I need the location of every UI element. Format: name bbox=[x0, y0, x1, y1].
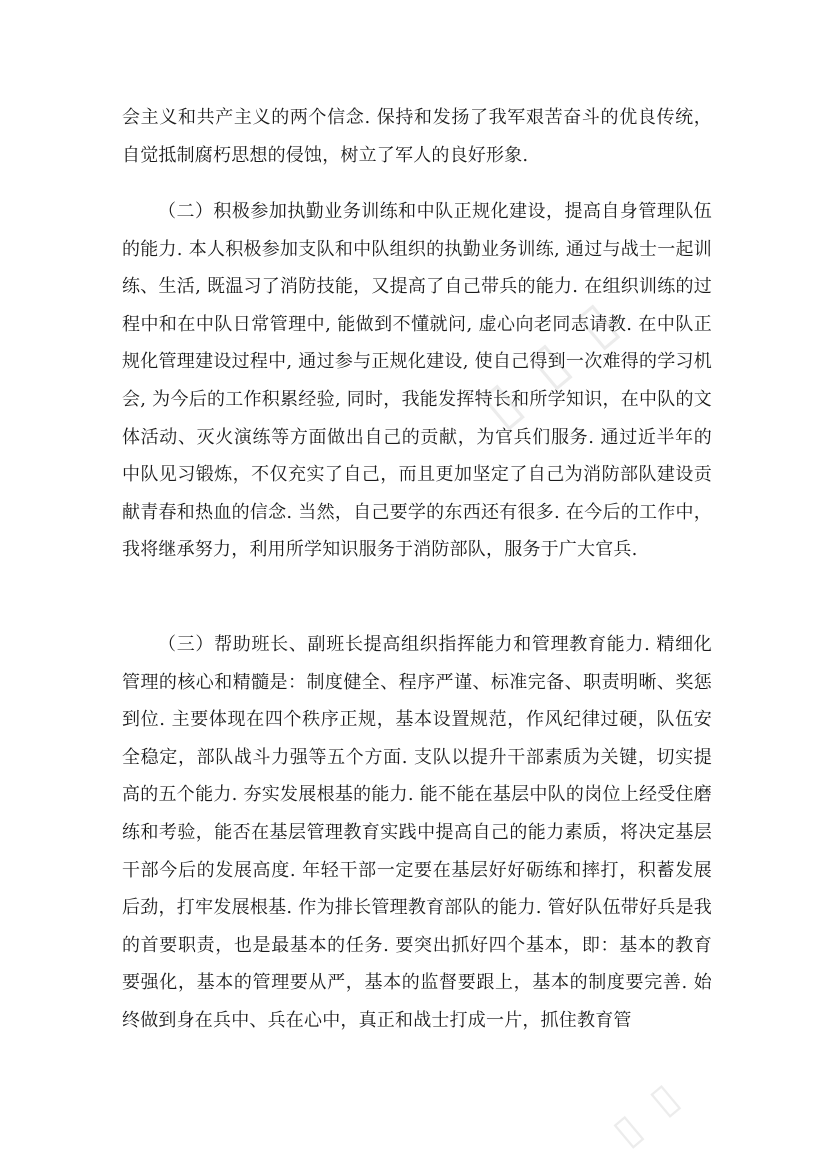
body-paragraph: （二）积极参加执勤业务训练和中队正规化建设，提高自身管理队伍的能力. 本人积极参加支队和中队组织的执勤业务训练, 通过与战士一起训练、生活, 既温习了消防技能，又提高了自己带兵的能力. 在组织训练的过程中和在中队日常管理中, 能做到不懂就问, 虚心向老同志请教. 在中队正规化管理建设过程中, 通过参与正规化建设, 使自己得到一次难得的学习机会, 为今后的工作积累经验, 同时，我能发挥特长和所学知识，在中队的文体活动、灭火演练等方面做出自己的贡献，为官兵们服务. 通过近半年的中队见习锻炼，不仅充实了自己，而且更加坚定了自己为消防部队建设贡献青春和热血的信念. 当然，自己要学的东西还有很多. 在今后的工作中，我将继承努力，利用所学知识服务于消防部队，服务于广大官兵. bbox=[122, 201, 712, 561]
body-paragraph: 会主义和共产主义的两个信念. 保持和发扬了我军艰苦奋斗的优良传统，自觉抵制腐朽思想的侵蚀，树立了军人的良好形象. bbox=[122, 107, 712, 166]
watermark-graphic: ▯ ▯ ▯ bbox=[467, 285, 634, 440]
body-paragraph: （三）帮助班长、副班长提高组织指挥能力和管理教育能力. 精细化管理的核心和精髓是：制度健全、程序严谨、标准完备、职责明晰、奖惩到位. 主要体现在四个秩序正规，基本设置规范，作风纪律过硬，队伍安全稳定，部队战斗力强等五个方面. 支队以提升干部素质为关键，切实提高的五个能力. 夯实发展根基的能力. 能不能在基层中队的岗位上经受住磨练和考验，能否在基层管理教育实践中提高自己的能力素质，将决定基层干部今后的发展高度. 年轻干部一定要在基层好好砺练和摔打，积蓄发展后劲，打牢发展根基. 作为排长管理教育部队的能力. 管好队伍带好兵是我的首要职责，也是最基本的任务. 要突出抓好四个基本，即：基本的教育要强化，基本的管理要从严，基本的监督要跟上，基本的制度要完善. 始终做到身在兵中、兵在心中，真正和战士打成一片，抓住教育管 bbox=[122, 634, 712, 1031]
watermark-graphic: ▯ ▯ bbox=[604, 1070, 692, 1156]
